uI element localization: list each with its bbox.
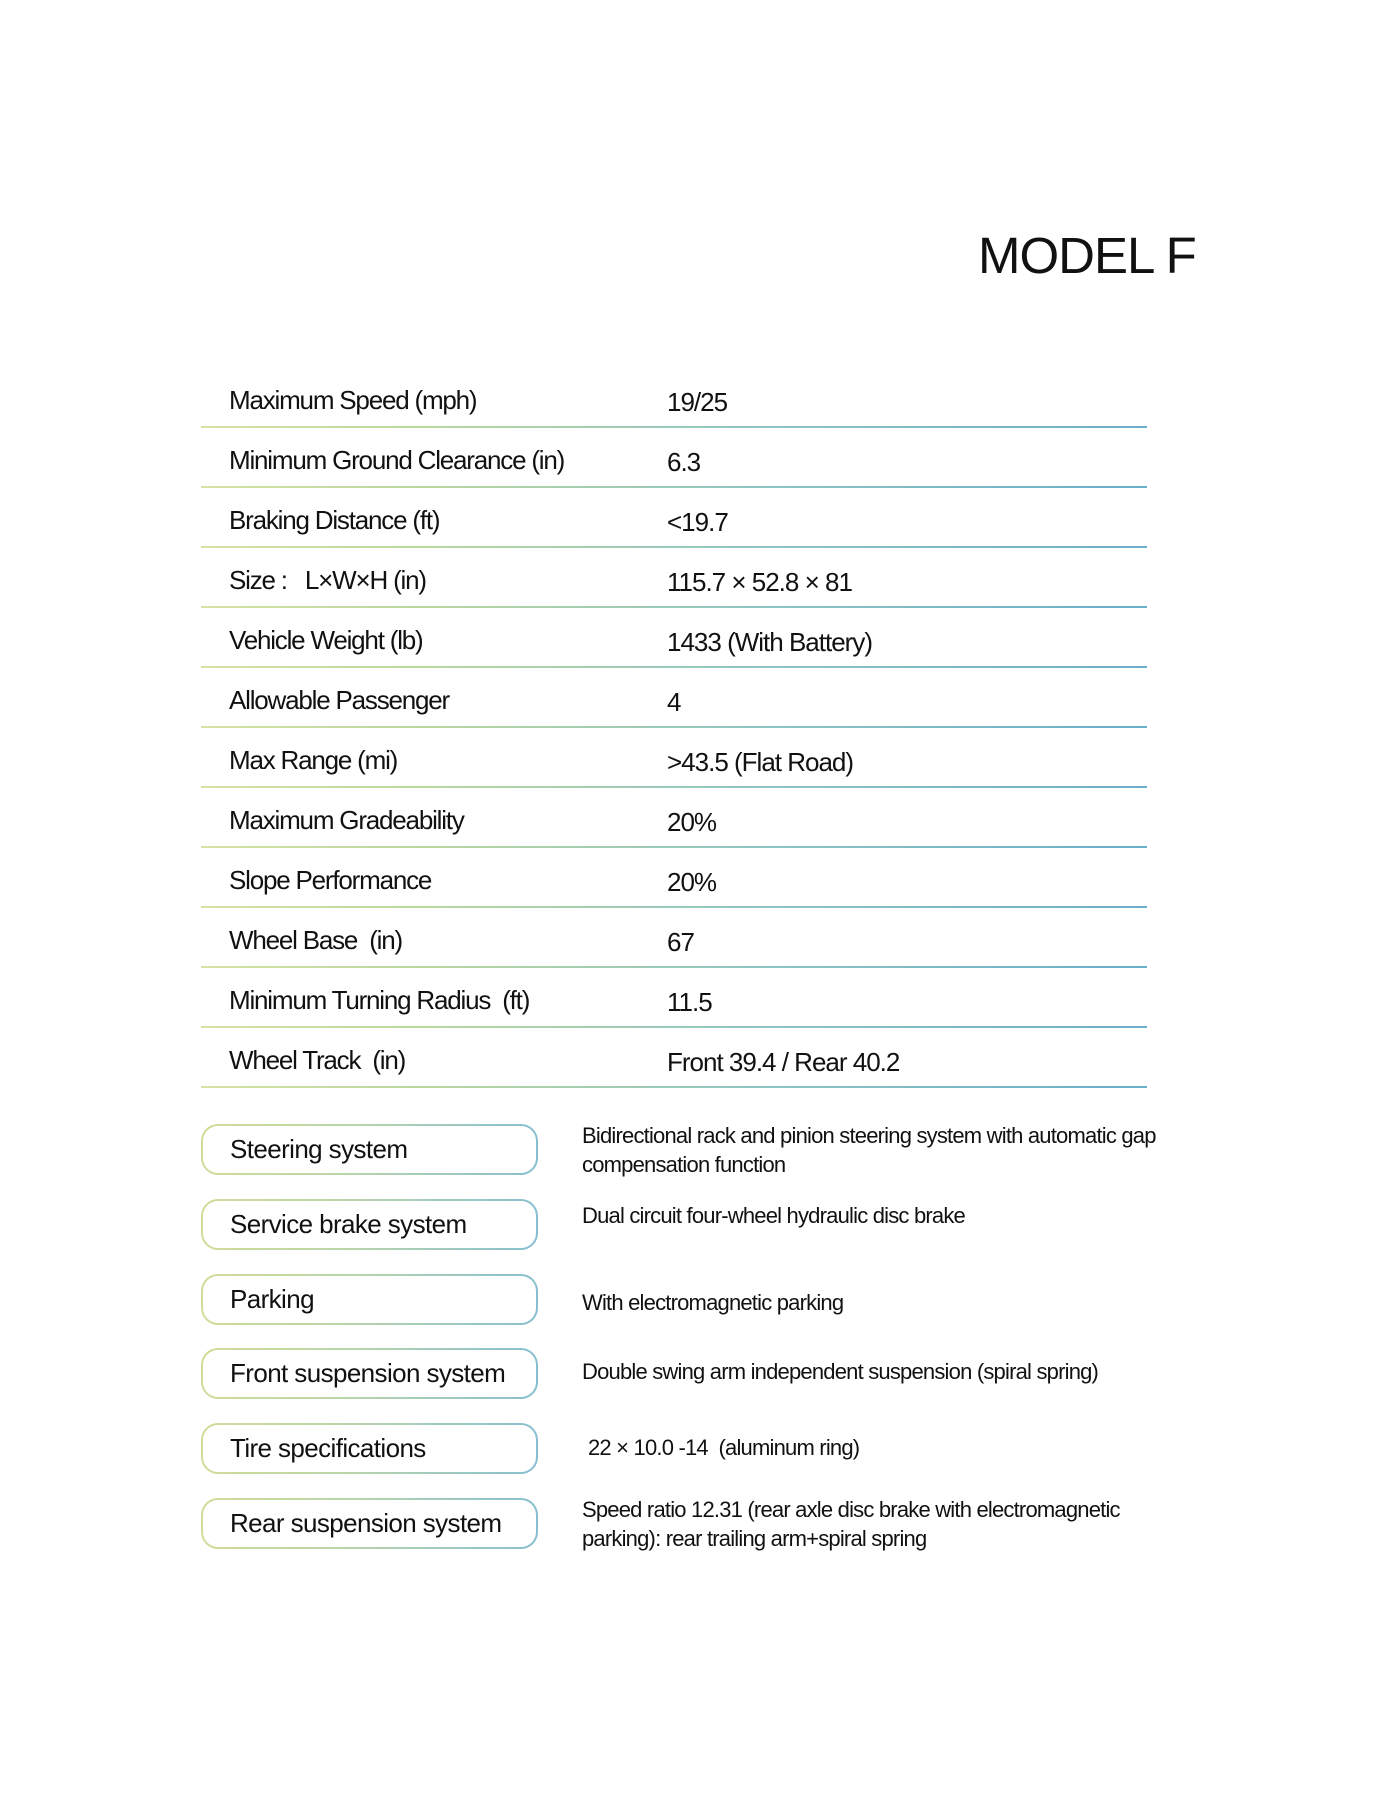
spec-row-wheel-base [201,908,1147,968]
system-row-service-brake [201,1199,1161,1274]
spec-value: <19.7 [667,507,728,537]
system-row-rear-suspension [201,1498,1161,1573]
spec-row-ground-clearance [201,428,1147,488]
system-label-box [201,1199,538,1250]
spec-value: 115.7 × 52.8 × 81 [667,567,852,597]
system-label: Parking [230,1283,314,1314]
system-label-box [201,1274,538,1325]
system-label-box [201,1348,538,1399]
spec-row-allowable-passenger [201,668,1147,728]
spec-table [201,368,1147,1088]
spec-row-slope-performance [201,848,1147,908]
spec-row-braking-distance [201,488,1147,548]
spec-row-maximum-speed [201,368,1147,428]
spec-value: 20% [667,867,717,897]
system-label: Tire specifications [230,1433,426,1464]
system-row-steering [201,1124,1161,1199]
system-description: Double swing arm independent suspension (spiral spring) [582,1359,1099,1385]
system-row-front-suspension [201,1348,1161,1423]
system-description: Bidirectional rack and pinion steering system with automatic gap compensation function [582,1123,1156,1177]
spec-row-max-gradeability [201,788,1147,848]
spec-value: 67 [667,927,694,957]
system-description: Dual circuit four-wheel hydraulic disc brake [582,1202,965,1228]
system-label-box [201,1498,538,1549]
row-divider [201,1086,1147,1088]
spec-label: Max Range (mi) [229,745,398,775]
page-title: MODEL F [978,227,1196,284]
system-description: With electromagnetic parking [582,1289,844,1315]
system-label-box [201,1124,538,1175]
spec-label: Maximum Gradeability [229,805,464,835]
spec-label: Minimum Ground Clearance (in) [229,445,565,475]
spec-value: Front 39.4 / Rear 40.2 [667,1047,900,1077]
spec-row-size [201,548,1147,608]
spec-row-wheel-track [201,1028,1147,1088]
spec-value: 1433 (With Battery) [667,627,872,657]
spec-label: Size : L×W×H (in) [229,565,426,595]
system-row-parking [201,1274,1161,1349]
system-description: 22 × 10.0 -14 (aluminum ring) [588,1435,860,1461]
spec-label: Minimum Turning Radius (ft) [229,985,530,1015]
spec-label: Wheel Track (in) [229,1045,406,1075]
spec-value: 11.5 [667,987,712,1017]
system-label: Service brake system [230,1208,467,1239]
spec-row-max-range [201,728,1147,788]
system-label-box [201,1423,538,1474]
spec-row-vehicle-weight [201,608,1147,668]
spec-value: 6.3 [667,447,701,477]
spec-value: 20% [667,807,717,837]
spec-value: >43.5 (Flat Road) [667,747,854,777]
spec-label: Maximum Speed (mph) [229,385,477,415]
system-description: Speed ratio 12.31 (rear axle disc brake with electromagnetic parking): rear trailing arm+spiral spring [582,1496,1120,1551]
spec-value: 19/25 [667,387,728,417]
spec-label: Slope Performance [229,865,432,895]
system-label: Rear suspension system [230,1507,502,1538]
spec-label: Vehicle Weight (lb) [229,625,423,655]
spec-value: 4 [667,687,681,717]
spec-label: Braking Distance (ft) [229,505,440,535]
spec-label: Allowable Passenger [229,685,450,715]
system-row-tire-specifications [201,1423,1161,1498]
spec-label: Wheel Base (in) [229,925,402,955]
spec-row-turning-radius [201,968,1147,1028]
systems-list [201,1124,1161,1573]
system-label: Steering system [230,1134,408,1164]
system-label: Front suspension system [230,1358,506,1389]
